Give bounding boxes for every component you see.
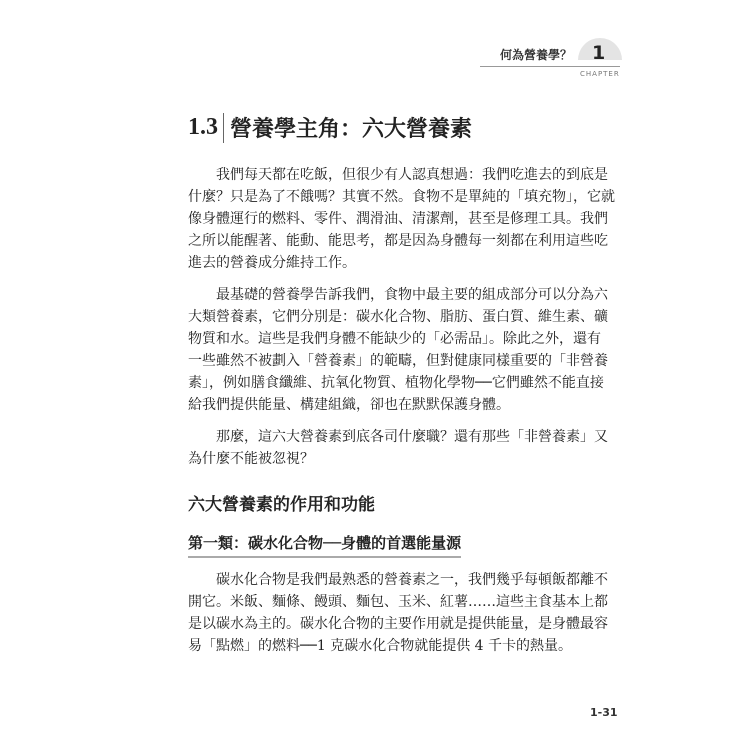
section-number: 1.3 bbox=[188, 114, 218, 140]
text-line: 開它。米飯、麵條、饅頭、麵包、玉米、紅薯……這些主食基本上都 bbox=[188, 594, 608, 610]
section-divider bbox=[223, 113, 224, 143]
section-title-text: 營養學主角：六大營養素 bbox=[230, 116, 473, 142]
text-line: 我們每天都在吃飯，但很少有人認真想過：我們吃進去的到底是 bbox=[216, 167, 608, 183]
text-line: 給我們提供能量、構建組織，卻也在默默保護身體。 bbox=[188, 397, 510, 413]
text-line: 是以碳水為主的。碳水化合物的主要作用就是提供能量，是身體最容 bbox=[188, 616, 608, 632]
subheading: 六大營養素的作用和功能 bbox=[188, 495, 375, 515]
text-line: 物質和水。這些是我們身體不能缺少的「必需品」。除此之外，還有 bbox=[188, 331, 601, 347]
text-line: 素」，例如膳食纖維、抗氧化物質、植物化學物──它們雖然不能直接 bbox=[188, 375, 604, 391]
text-line: 一些雖然不被劃入「營養素」的範疇，但對健康同樣重要的「非營養 bbox=[188, 353, 608, 369]
paragraph-carbs bbox=[188, 569, 608, 657]
header-divider bbox=[480, 66, 620, 67]
text-line: 大類營養素，它們分別是：碳水化合物、脂肪、蛋白質、維生素、礦 bbox=[188, 309, 608, 325]
text-line: 什麼？只是為了不餓嗎？其實不然。食物不是單純的「填充物」，它就 bbox=[188, 189, 615, 205]
sub-subheading: 第一類：碳水化合物──身體的首選能量源 bbox=[188, 532, 461, 558]
paragraph-1 bbox=[188, 164, 615, 274]
paragraph-2 bbox=[188, 284, 608, 416]
text-line: 之所以能醒著、能動、能思考，都是因為身體每一刻都在利用這些吃 bbox=[188, 233, 608, 249]
text-line: 進去的營養成分維持工作。 bbox=[188, 255, 356, 271]
chapter-number: 1 bbox=[592, 42, 606, 64]
page-number: 1-31 bbox=[590, 706, 618, 719]
paragraph-3 bbox=[188, 426, 608, 470]
text-line: 易「點燃」的燃料──1 克碳水化合物就能提供 4 千卡的熱量。 bbox=[188, 638, 573, 654]
section-title bbox=[188, 112, 472, 143]
text-line: 碳水化合物是我們最熟悉的營養素之一，我們幾乎每頓飯都離不 bbox=[216, 572, 608, 588]
text-line: 像身體運行的燃料、零件、潤滑油、清潔劑，甚至是修理工具。我們 bbox=[188, 211, 608, 227]
text-line: 為什麼不能被忽視？ bbox=[188, 451, 314, 467]
chapter-label: CHAPTER bbox=[580, 70, 620, 78]
running-header-title: 何為營養學？ bbox=[500, 48, 573, 62]
text-line: 那麼，這六大營養素到底各司什麼職？還有那些「非營養素」又 bbox=[216, 429, 608, 445]
text-line: 最基礎的營養學告訴我們，食物中最主要的組成部分可以分為六 bbox=[216, 287, 608, 303]
